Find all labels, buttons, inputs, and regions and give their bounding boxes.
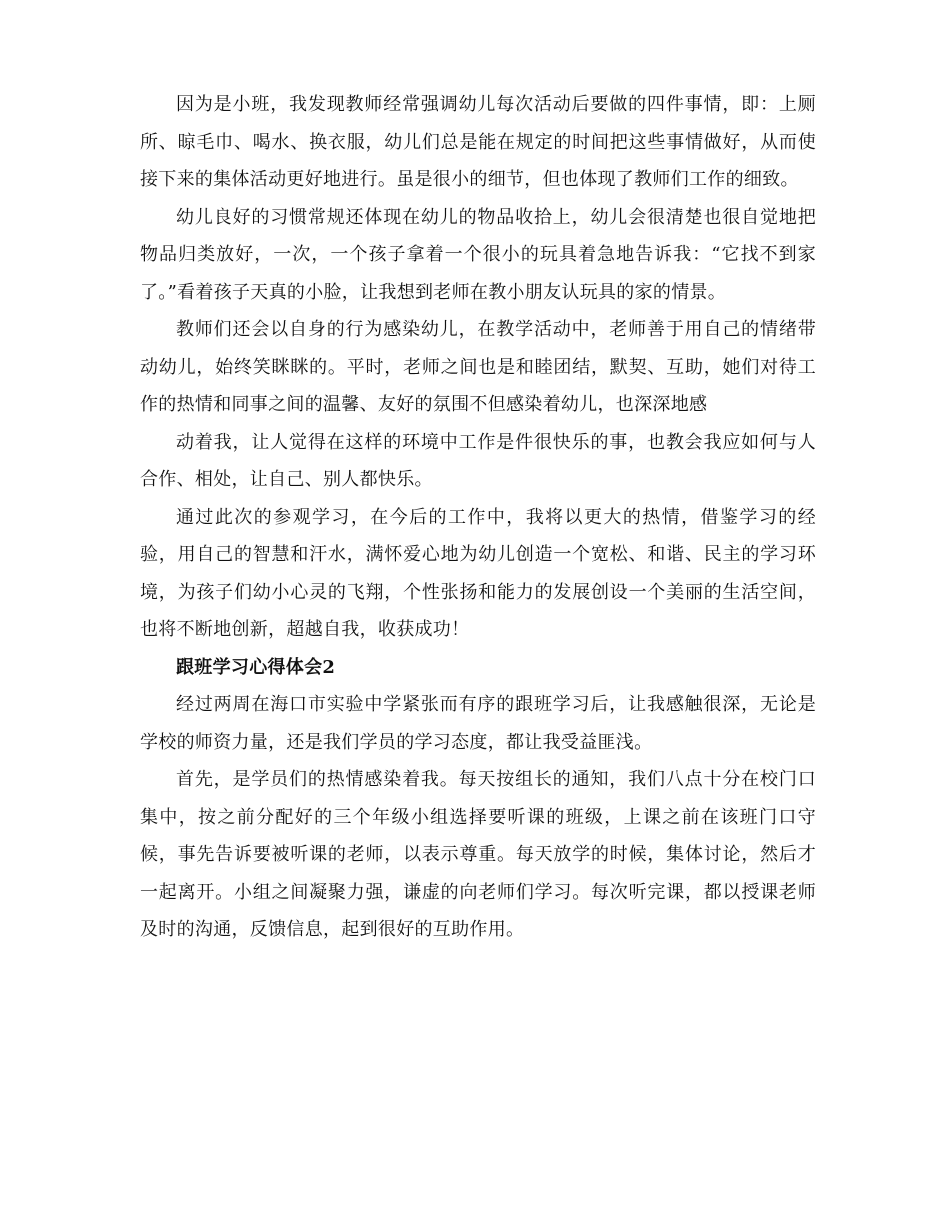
document-body	[140, 86, 816, 949]
section-heading: 跟班学习心得体会2	[176, 656, 336, 678]
paragraph-6: 经过两周在海口市实验中学紧张而有序的跟班学习后，让我感触很深，无论是学校的师资力量，还是我们学员的学习态度，都让我受益匪浅。	[140, 694, 816, 753]
paragraph-7: 首先，是学员们的热情感染着我。每天按组长的通知，我们八点十分在校门口集中，按之前分配好的三个年级小组选择要听课的班级，上课之前在该班门口守候，事先告诉要被听课的老师，以表示尊重。每天放学的时候，集体讨论，然后才一起离开。小组之间凝聚力强，谦虚的向老师们学习。每次听完课，都以授课老师及时的沟通，反馈信息，起到很好的互助作用。	[140, 769, 816, 940]
paragraph-1: 因为是小班，我发现教师经常强调幼儿每次活动后要做的四件事情，即：上厕所、晾毛巾、喝水、换衣服，幼儿们总是能在规定的时间把这些事情做好，从而使接下来的集体活动更好地进行。虽是很小的细节，但也体现了教师们工作的细致。	[140, 94, 816, 190]
paragraph-3: 教师们还会以自身的行为感染幼儿，在教学活动中，老师善于用自己的情绪带动幼儿，始终笑眯眯的。平时，老师之间也是和睦团结，默契、互助，她们对待工作的热情和同事之间的温馨、友好的氛围不但感染着幼儿，也深深地感	[140, 319, 816, 415]
paragraph-2: 幼儿良好的习惯常规还体现在幼儿的物品收拾上，幼儿会很清楚也很自觉地把物品归类放好，一次，一个孩子拿着一个很小的玩具着急地告诉我：“它找不到家了。”看着孩子天真的小脸，让我想到老师在教小朋友认玩具的家的情景。	[140, 206, 816, 303]
paragraph-4: 动着我，让人觉得在这样的环境中工作是件很快乐的事，也教会我应如何与人合作、相处，让自己、别人都快乐。	[140, 431, 816, 490]
paragraph-5: 通过此次的参观学习，在今后的工作中，我将以更大的热情，借鉴学习的经验，用自己的智慧和汗水，满怀爱心地为幼儿创造一个宽松、和谐、民主的学习环境，为孩子们幼小心灵的飞翔，个性张扬和能力的发展创设一个美丽的生活空间，也将不断地创新，超越自我，收获成功！	[140, 506, 816, 640]
